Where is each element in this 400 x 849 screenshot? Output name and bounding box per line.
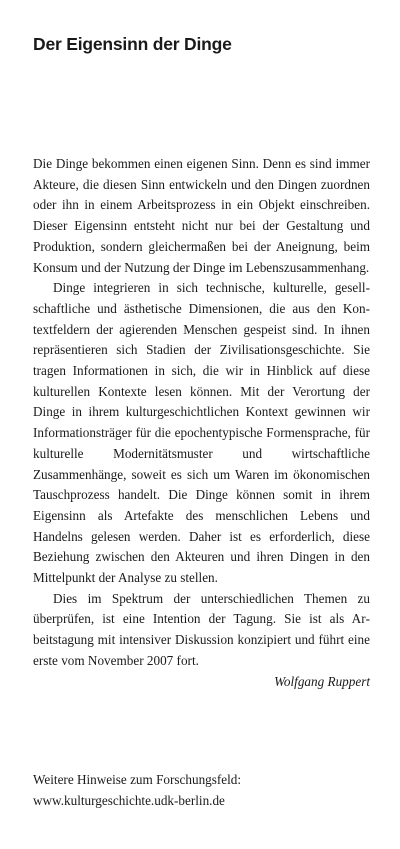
body-text [33,154,370,672]
paragraph-3: Dies im Spektrum der unterschiedlichen Themen zu überprüfen, ist eine Intention der Tagung. Sie ist als Arbeitstagung mit intensiver Diskussion konzipiert und führt eine erste vom November 2007 fort. [33,590,370,668]
footer-hint-text: Weitere Hinweise zum Forschungsfeld: [33,772,242,787]
paragraph-2: Dinge integrieren in sich technische, kulturelle, gesellschaftliche und ästhetische Dimensionen, die aus den Kontextfeldern der agierenden Menschen gespeist sind. In ihnen repräsentieren sich Stadien der Zivilisationsgeschichte. Sie tragen Informationen in sich, die wir in Hinblick auf diese kulturellen Kontexte lesen können. Mit der Verortung der Dinge in ihrem kulturgeschichtlichen Kontext gewinnen wir Informationsträger für die epochentypische Formensprache, für kulturelle Modernitätsmuster und wirtschaftliche Zusammenhänge, soweit es sich um Waren im ökonomischen Tauschprozess handelt. Die Dinge können somit in ihrem Eigensinn als Artefakte des menschlichen Lebens und Handelns gelesen werden. Daher ist es erforderlich, diese Beziehung zwischen den Akteuren und ihren Dingen in den Mittelpunkt der Analyse zu stellen. [33,280,370,586]
author-signature: Wolfgang Ruppert [274,674,370,689]
document-page [33,0,370,849]
page-title: Der Eigensinn der Dinge [33,34,232,54]
footer-website: www.kulturgeschichte.udk-berlin.de [33,792,225,808]
paragraph-1: Die Dinge bekommen einen eigenen Sinn. Denn es sind immer Akteure, die diesen Sinn entwickeln und den Dingen zuordnen oder ihn in einem Arbeitsprozess in ein Objekt einschreiben. Dieser Eigensinn entsteht nicht nur bei der Gestaltung und Produktion, sondern gleichermaßen bei der Aneignung, beim Konsum und der Nutzung der Dinge im Lebenszusammenhang. [33,156,370,275]
footer-note [33,770,241,811]
